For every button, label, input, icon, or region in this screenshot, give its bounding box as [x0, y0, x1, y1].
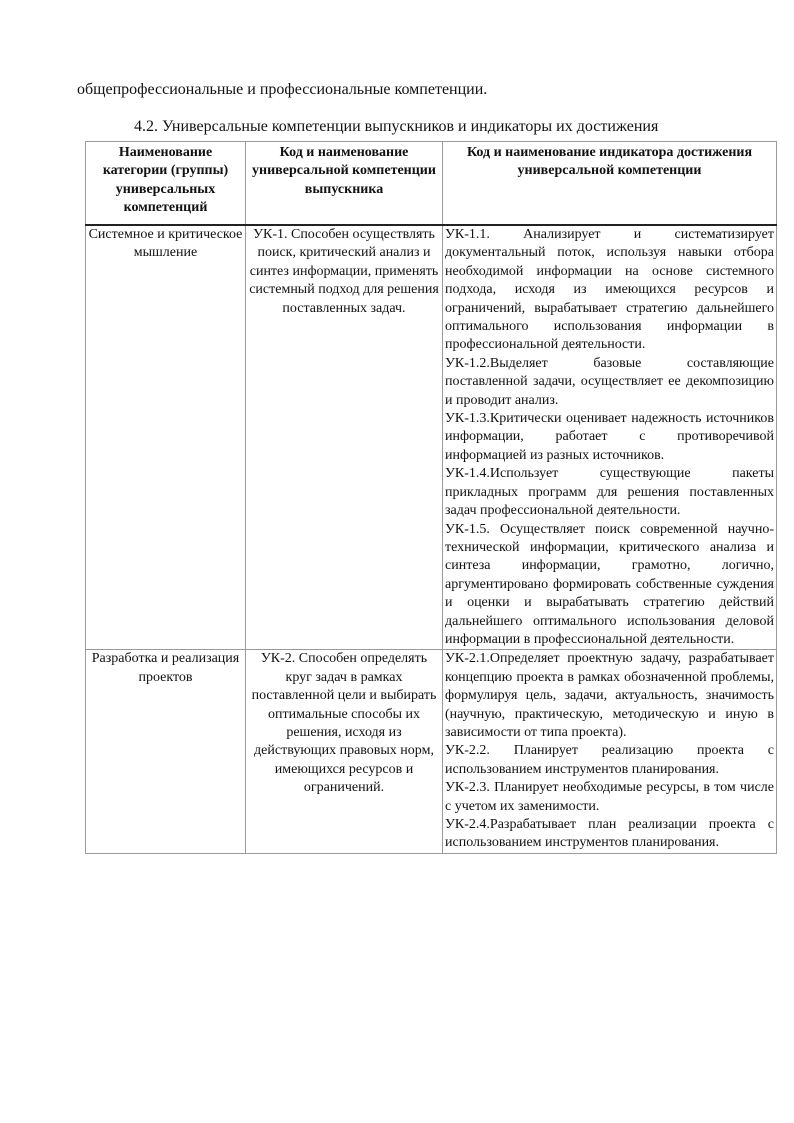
indicators-cell	[443, 650, 777, 853]
table-caption: 4.2. Универсальные компетенции выпускников и индикаторы их достижения	[134, 118, 659, 135]
competencies-table	[85, 141, 777, 854]
indicator-item: УК-2.3. Планирует необходимые ресурсы, в том числе с учетом их заменимости.	[445, 780, 774, 814]
indicator-item: УК-1.1. Анализирует и систематизирует документальный поток, используя навыки отбора необходимой информации на основе системного подхода, исходя из имеющихся ресурсов и ограничений, вырабатывает стратегию дальнейшего оптимального использования информации в профессиональной деятельности.	[445, 227, 774, 353]
indicator-item: УК-1.4.Использует существующие пакеты прикладных программ для решения поставленных задач профессиональной деятельности.	[445, 466, 774, 519]
table-header-row	[86, 142, 777, 226]
indicator-item: УК-1.5. Осуществляет поиск современной научно- технической информации, критического анализа и синтеза информации, грамотно, логично, аргументировано формировать собственные суждения и оценки и вырабатывать стратегию действий дальнейшего оптимального использования деловой информации в профессиональной деятельности.	[445, 521, 774, 647]
indicator-item: УК-2.1.Определяет проектную задачу, разрабатывает концепцию проекта в рамках обозначенной проблемы, формулируя цель, задачи, актуальность, значимость (научную, практическую, методическую и иную в зависимости от типа проекта).	[445, 651, 774, 740]
indicator-item: УК-2.2. Планирует реализацию проекта с использованием инструментов планирования.	[445, 743, 774, 777]
header-indicator: Код и наименование индикатора достижения универсальной компетенции	[443, 142, 777, 226]
indicator-item: УК-2.4.Разрабатывает план реализации проекта с использованием инструментов планирования.	[445, 817, 774, 851]
table-row	[86, 650, 777, 853]
indicator-item: УК-1.3.Критически оценивает надежность источников информации, работает с противоречивой информацией из разных источников.	[445, 411, 774, 463]
category-cell: Системное и критическое мышление	[86, 225, 246, 650]
table-row	[86, 225, 777, 650]
category-cell: Разработка и реализация проектов	[86, 650, 246, 853]
competence-cell: УК-2. Способен определять круг задач в рамках поставленной цели и выбирать оптимальные способы их решения, исходя из действующих правовых норм, имеющихся ресурсов и ограничений.	[246, 650, 443, 853]
header-competence: Код и наименование универсальной компетенции выпускника	[246, 142, 443, 226]
header-category: Наименование категории (группы) универсальных компетенций	[86, 142, 246, 226]
indicators-cell	[443, 225, 777, 650]
competence-cell: УК-1. Способен осуществлять поиск, критический анализ и синтез информации, применять системный подход для решения поставленных задач.	[246, 225, 443, 650]
intro-paragraph: общепрофессиональные и профессиональные компетенции.	[77, 81, 488, 98]
indicator-item: УК-1.2.Выделяет базовые составляющие поставленной задачи, осуществляет ее декомпозицию и проводит анализ.	[445, 355, 774, 408]
